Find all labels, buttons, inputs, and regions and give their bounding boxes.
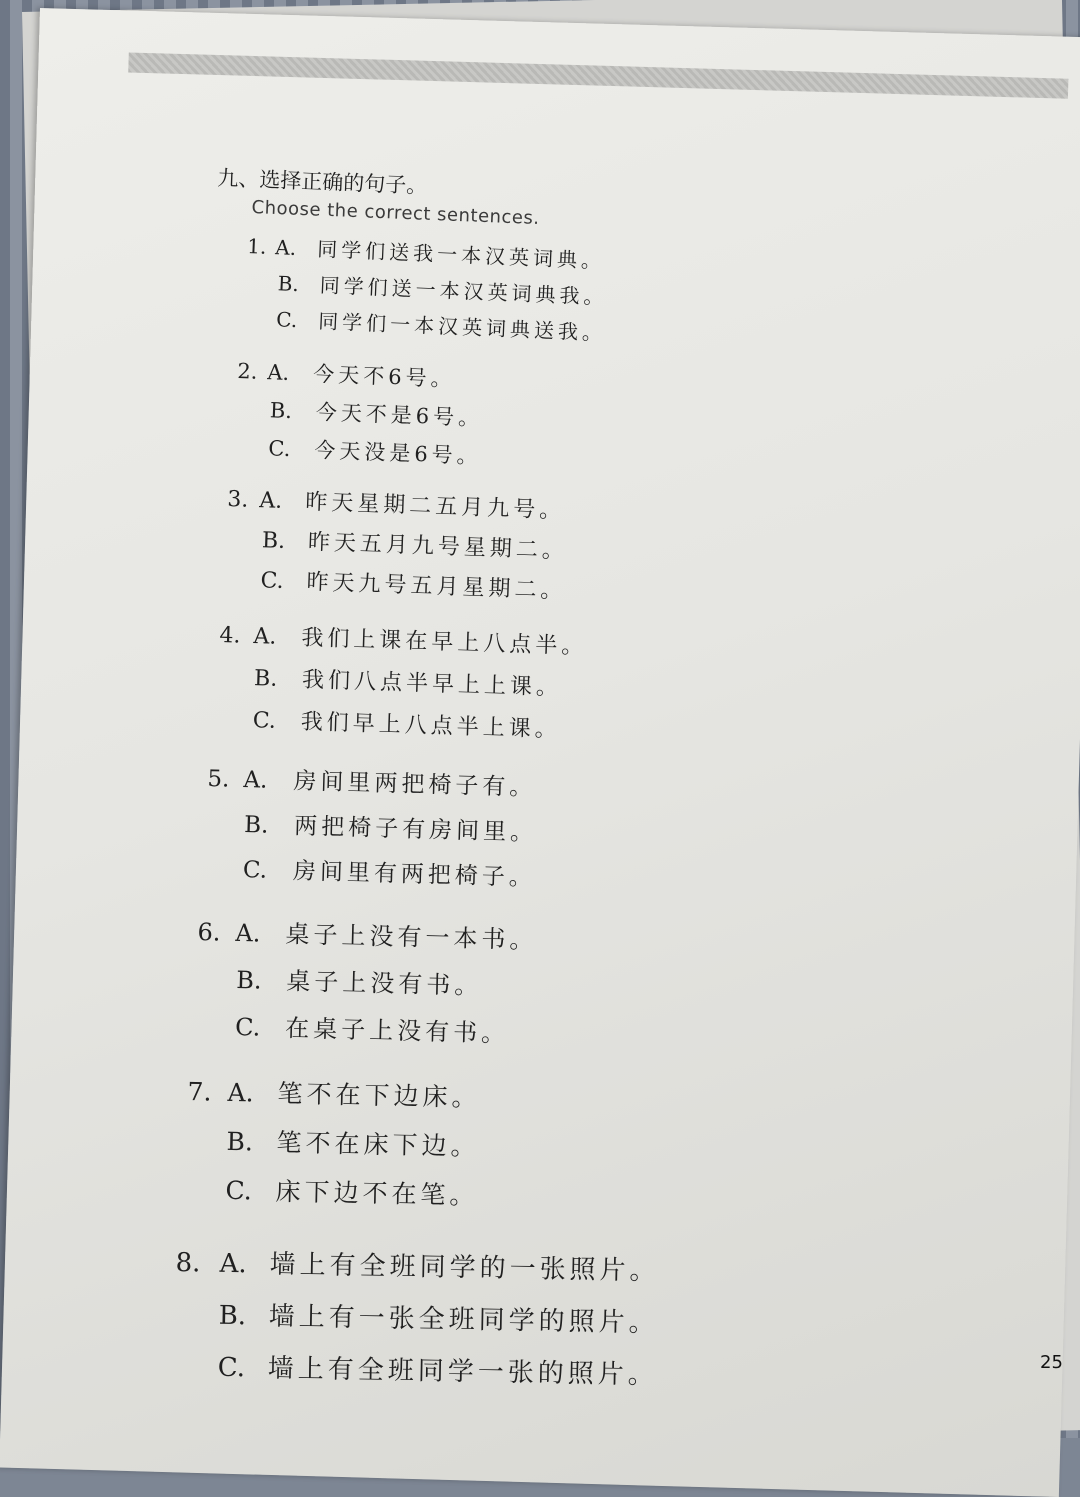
option-letter: A. [258, 488, 283, 514]
option-text: 昨天五月九号星期二。 [307, 529, 569, 564]
question-3 [224, 482, 570, 614]
option-letter: C. [260, 568, 285, 594]
option-letter: A. [227, 1077, 254, 1108]
option-letter: A. [253, 624, 277, 650]
option-text: 昨天九号五月星期二。 [306, 569, 567, 604]
option-text: 墙上有一张全班同学的照片。 [268, 1301, 659, 1339]
option-text: 床下边不在笔。 [275, 1176, 479, 1211]
option-7a [187, 1072, 481, 1127]
page-number: 25 [1040, 1352, 1063, 1373]
question-number: 8. [175, 1247, 201, 1279]
question-number: 5. [207, 765, 230, 793]
option-text: 同学们一本汉英词典送我。 [317, 309, 607, 346]
option-letter: B. [218, 1300, 247, 1332]
option-letter: A. [274, 235, 297, 261]
option-7c [185, 1170, 479, 1225]
option-6a [197, 912, 538, 967]
option-letter: C. [275, 307, 298, 333]
option-8a [175, 1242, 660, 1302]
option-letter: B. [236, 965, 262, 995]
option-text: 房间里有两把椅子。 [292, 858, 537, 892]
option-letter: A. [235, 918, 261, 948]
question-number: 1. [246, 233, 267, 259]
section-subtitle: Choose the correct sentences. [251, 197, 540, 230]
option-text: 房间里两把椅子有。 [293, 768, 537, 802]
option-2c [234, 431, 483, 478]
question-number: 3. [226, 486, 249, 513]
option-letter: A. [243, 767, 268, 794]
option-text: 同学们送我一本汉英词典。 [316, 236, 606, 273]
option-letter: C. [252, 708, 277, 734]
option-text: 笔不在下边床。 [277, 1078, 481, 1113]
option-text: 桌子上没有书。 [285, 967, 483, 1000]
option-letter: B. [261, 528, 286, 555]
question-8 [173, 1242, 660, 1406]
option-text: 今天不是6号。 [315, 400, 484, 431]
option-letter: A. [219, 1248, 247, 1280]
option-text: 在桌子上没有书。 [284, 1014, 510, 1048]
option-text: 两把椅子有房间里。 [293, 813, 538, 847]
question-number: 4. [219, 622, 241, 649]
option-7b [186, 1121, 480, 1176]
option-text: 墙上有全班同学的一张照片。 [269, 1249, 660, 1287]
option-letter: C. [217, 1352, 246, 1384]
option-text: 今天没是6号。 [313, 438, 483, 469]
option-6b [196, 959, 537, 1014]
question-2 [234, 355, 486, 478]
option-letter: C. [234, 1012, 261, 1042]
question-7 [185, 1072, 481, 1225]
option-letter: B. [277, 271, 300, 297]
option-8c [173, 1346, 658, 1406]
option-text: 我们早上八点半上课。 [300, 709, 562, 743]
question-6 [195, 912, 538, 1061]
option-5c [204, 850, 536, 904]
option-letter: B. [253, 666, 278, 692]
option-text: 墙上有全班同学一张的照片。 [267, 1353, 659, 1391]
option-letter: A. [266, 360, 290, 385]
option-text: 同学们送一本汉英词典我。 [319, 273, 609, 310]
option-6c [195, 1006, 536, 1061]
section-title: 九、选择正确的句子。 [216, 165, 428, 199]
question-number: 7. [187, 1076, 212, 1107]
option-text: 我们上课在早上八点半。 [301, 625, 588, 660]
option-text: 桌子上没有一本书。 [285, 920, 538, 955]
question-1 [243, 230, 609, 353]
option-letter: B. [269, 398, 293, 424]
option-letter: B. [226, 1126, 254, 1157]
question-4 [216, 618, 588, 755]
question-number: 6. [197, 917, 221, 947]
option-letter: C. [267, 436, 291, 462]
option-letter: C. [225, 1175, 253, 1206]
option-letter: C. [242, 857, 268, 884]
option-text: 笔不在床下边。 [276, 1127, 480, 1162]
option-text: 昨天星期二五月九号。 [304, 489, 566, 524]
question-5 [204, 760, 539, 904]
option-letter: B. [243, 812, 269, 839]
question-number: 2. [236, 358, 258, 384]
option-text: 我们八点半早上上课。 [301, 667, 563, 701]
option-8b [174, 1294, 659, 1354]
option-text: 今天不6号。 [312, 361, 457, 392]
